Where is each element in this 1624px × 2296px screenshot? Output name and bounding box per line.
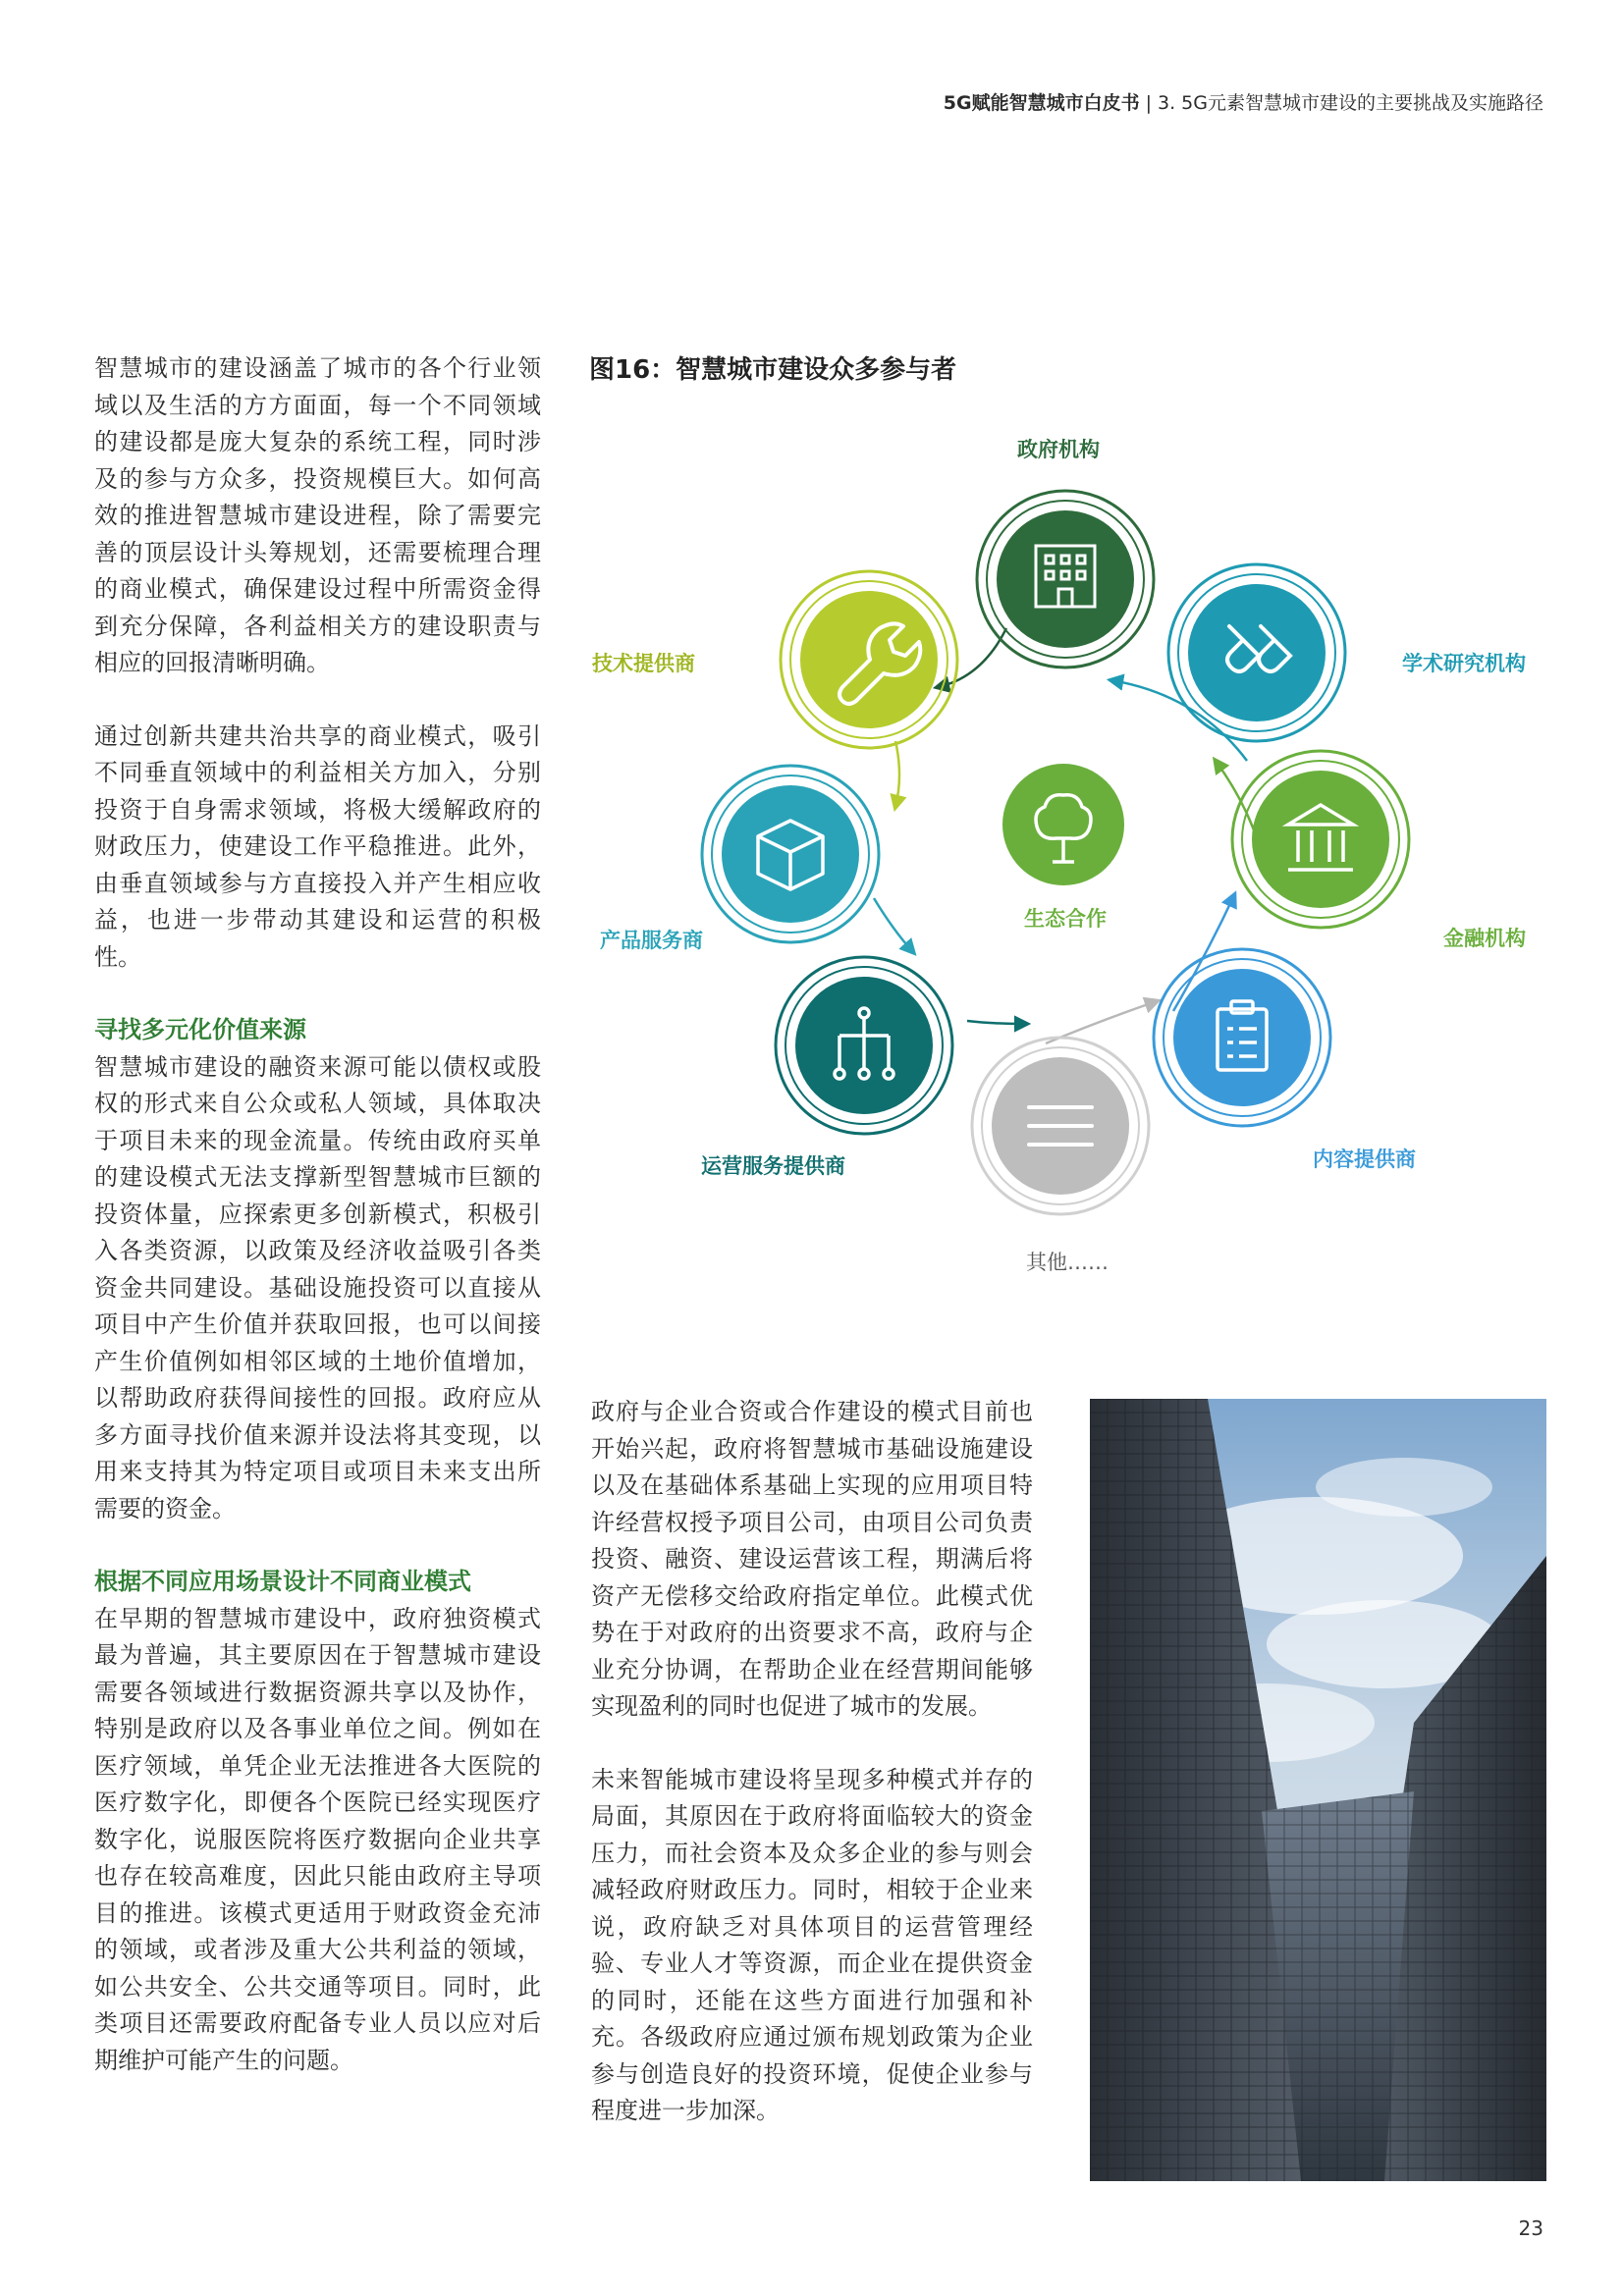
node-tech (781, 571, 957, 748)
node-content (1154, 949, 1330, 1126)
node-government (977, 491, 1154, 667)
center-node-ecosystem (1002, 764, 1124, 885)
left-paragraph-4: 在早期的智慧城市建设中，政府独资模式最为普遍，其主要原因在于智慧城市建设需要各领域进行数据资源共享以及协作，特别是政府以及各事业单位之间。例如在医疗领域，单凭企业无法推进各大医院的医疗数字化，即便各个医院已经实现医疗数字化，说服医院将医疗数据向企业共享也存在较高难度，因此只能由政府主导项目的推进。该模式更适用于财政资金充沛的领域，或者涉及重大公共利益的领域，如公共安全、公共交通等项目。同时，此类项目还需要政府配备专业人员以应对后期维护可能产生的问题。 (94, 1604, 541, 2074)
left-paragraph-1: 智慧城市的建设涵盖了城市的各个行业领域以及生活的方方面面，每一个不同领域的建设都是庞大复杂的系统工程，同时涉及的参与方众多，投资规模巨大。如何高效的推进智慧城市建设进程，除了需要完善的顶层设计头筹规划，还需要梳理合理的商业模式，确保建设过程中所需资金得到充分保障，各利益相关方的建设职责与相应的回报清晰明确。 (94, 354, 541, 676)
heading-business-models: 根据不同应用场景设计不同商业模式 (94, 1568, 471, 1595)
running-header (944, 88, 1543, 115)
node-operations (776, 957, 952, 1134)
label-academic: 学术研究机构 (1402, 652, 1526, 675)
left-paragraph-3: 智慧城市建设的融资来源可能以债权或股权的形式来自公众或私人领域，具体取决于项目未来的现金流量。传统由政府买单的建设模式无法支撑新型智慧城市巨额的投资体量，应探索更多创新模式，积极引入各类资源，以政策及经济收益吸引各类资金共同建设。基础设施投资可以直接从项目中产生价值并获取回报，也可以间接产生价值例如相邻区域的土地价值增加，以帮助政府获得间接性的回报。政府应从多方面寻找价值来源并设法将其变现，以用来支持其为特定项目或项目未来支出所需要的资金。 (94, 1052, 541, 1522)
left-column (94, 350, 541, 2079)
right-column (591, 1394, 1033, 2130)
label-other: 其他…… (1026, 1251, 1109, 1274)
section-title: 3. 5G元素智慧城市建设的主要挑战及实施路径 (1158, 92, 1543, 114)
right-paragraph-2: 未来智能城市建设将呈现多种模式并存的局面，其原因在于政府将面临较大的资金压力，而社会资本及众多企业的参与则会减轻政府财政压力。同时，相较于企业来说，政府缺乏对具体项目的运营管理经验、专业人才等资源，而企业在提供资金的同时，还能在这些方面进行加强和补充。各级政府应通过颁布规划政策为企业参与创造良好的投资环境，促使企业参与程度进一步加深。 (591, 1765, 1033, 2124)
skyscraper-photo (1090, 1399, 1546, 2181)
arrow-ops-to-other (967, 1021, 1026, 1024)
label-content: 内容提供商 (1313, 1148, 1416, 1171)
node-finance (1232, 751, 1409, 928)
arrow-tech-to-product (895, 741, 899, 807)
right-paragraph-1: 政府与企业合资或合作建设的模式目前也开始兴起，政府将智慧城市基础设施建设以及在基础体系基础上实现的应用项目特许经营权授予项目公司，由项目公司负责投资、融资、建设运营该工程，期满后将资产无偿移交给政府指定单位。此模式优势在于对政府的出资要求不高，政府与企业充分协调，在帮助企业在经营期间能够实现盈利的同时也促进了城市的发展。 (591, 1398, 1033, 1720)
label-center-ecosystem: 生态合作 (1024, 907, 1107, 931)
arrow-product-to-ops (874, 898, 913, 952)
label-operations: 运营服务提供商 (701, 1154, 845, 1178)
node-product (702, 766, 879, 942)
left-paragraph-2: 通过创新共建共治共享的商业模式，吸引不同垂直领域中的利益相关方加入，分别投资于自身需求领域，将极大缓解政府的财政压力，使建设工作平稳推进。此外，由垂直领域参与方直接投入并产生相应收益，也进一步带动其建设和运营的积极性。 (94, 721, 541, 971)
label-tech: 技术提供商 (592, 652, 695, 675)
report-title: 5G赋能智慧城市白皮书 (943, 92, 1140, 114)
label-finance: 金融机构 (1443, 927, 1526, 950)
header-separator: | (1145, 92, 1153, 114)
figure-title: 图16：智慧城市建设众多参与者 (589, 355, 957, 385)
heading-value-sources: 寻找多元化价值来源 (94, 1016, 306, 1043)
node-academic (1168, 564, 1345, 741)
page-number: 23 (1518, 2216, 1543, 2240)
label-government: 政府机构 (1017, 438, 1100, 461)
label-product: 产品服务商 (600, 929, 703, 952)
node-other (972, 1038, 1149, 1214)
